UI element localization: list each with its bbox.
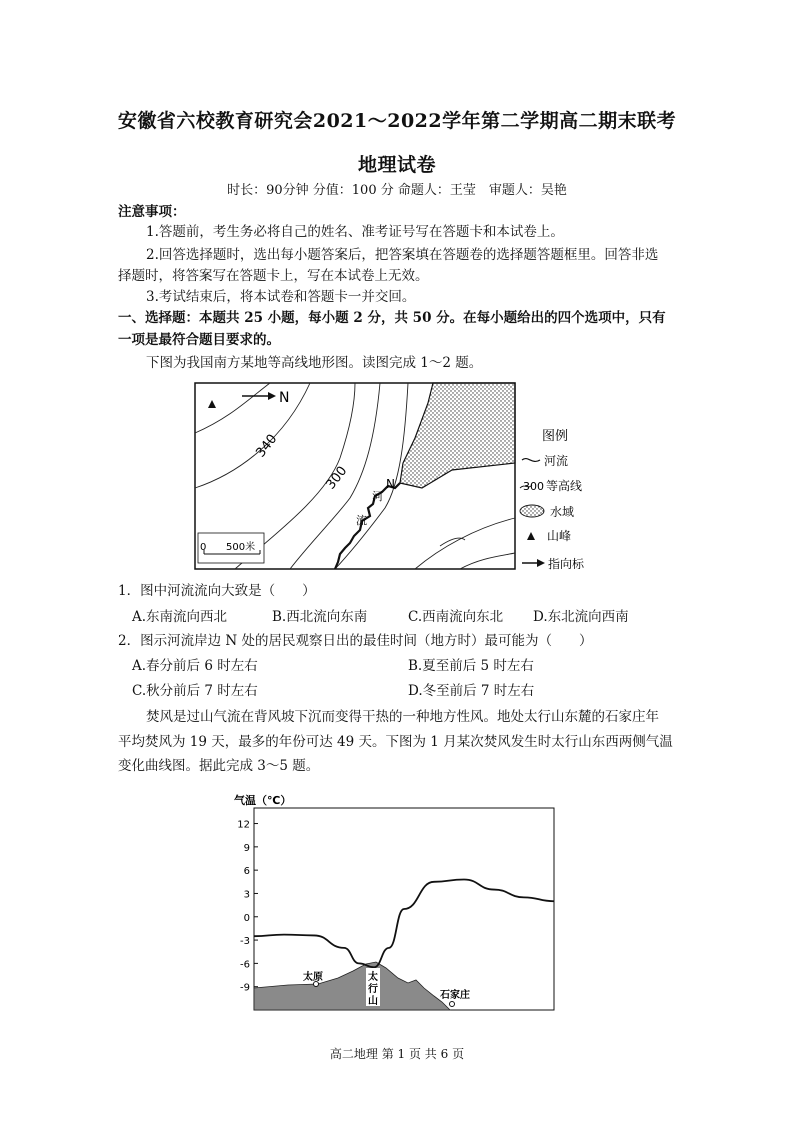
svg-text:水域: 水域 [550,505,575,519]
river-label: 河 [372,490,383,503]
q2-option-d: D.冬至前后 7 时左右 [408,683,535,699]
shijiazhuang-point [450,1002,455,1007]
svg-text:等高线: 等高线 [546,479,583,493]
section-heading-cont: 一项是最符合题目要求的。 [118,332,280,348]
legend-title: 图例 [542,429,569,444]
arrow-icon [537,559,545,567]
y-tick-label: 0 [243,912,250,924]
notes-heading: 注意事项： [118,204,186,220]
svg-text:500米: 500米 [226,542,256,553]
q2-option-c: C.秋分前后 7 时左右 [132,683,258,699]
svg-text:0: 0 [200,542,207,553]
contour-label-300: 300 [323,463,351,493]
svg-text:山峰: 山峰 [547,529,572,543]
passage-line: 变化曲线图。据此完成 3～5 题。 [118,758,320,774]
svg-text:指向标: 指向标 [548,557,585,571]
q1-option-b: B.西北流向东南 [272,609,368,625]
section-heading: 一、选择题：本题共 25 小题，每小题 2 分，共 50 分。在每小题给出的四个选项中，只有 [118,310,666,326]
exam-meta: 时长：90分钟 分值：100 分 命题人：王莹 审题人：吴艳 [227,183,567,198]
map-legend [520,429,585,571]
y-tick-label: -3 [240,936,250,948]
q2-option-b: B.夏至前后 5 时左右 [408,658,534,674]
taiyuan-label: 太原 [303,972,323,983]
contour-map [190,378,610,574]
point-n-label: N [386,477,395,491]
note-item: 择题时，将答案写在答题卡上，写在本试卷上无效。 [118,268,429,284]
q1-option-c: C.西南流向东北 [408,609,504,625]
taihang-label-text: 太行山 [368,972,378,1007]
y-tick-label: 9 [243,842,250,854]
q1-option-d: D.东北流向西南 [533,609,629,625]
river-label: 流 [356,514,367,527]
north-label: N [279,390,290,406]
question-2-stem: 2．图示河流岸边 N 处的居民观察日出的最佳时间（地方时）最可能为（ ） [118,633,593,649]
exam-subject: 地理试卷 [357,154,436,176]
y-tick-label: 12 [237,819,250,831]
map-intro: 下图为我国南方某地等高线地形图。读图完成 1～2 题。 [146,355,483,371]
y-axis-label: 气温（℃） [234,794,292,807]
taihang-label [366,968,380,1007]
svg-text:河流: 河流 [544,454,569,468]
temperature-chart [228,788,558,1014]
svg-text:300: 300 [523,480,544,493]
passage-line: 平均焚风为 19 天，最多的年份可达 49 天。下图为 1 月某次焚风发生时太行山东西两侧气温 [118,734,673,750]
note-item: 1.答题前，考生务必将自己的姓名、准考证号写在答题卡和本试卷上。 [146,224,564,240]
note-item: 3.考试结束后，将本试卷和答题卡一并交回。 [146,289,416,305]
y-tick-label: 6 [243,866,250,878]
y-tick-label: -6 [240,959,250,971]
y-tick-label: 3 [243,889,250,901]
y-tick-label: -9 [240,982,250,994]
shijiazhuang-label: 石家庄 [440,990,470,1001]
passage-line: 焚风是过山气流在背风坡下沉而变得干热的一种地方性风。地处太行山东麓的石家庄年 [146,709,659,725]
q2-option-a: A.春分前后 6 时左右 [132,658,258,674]
peak-icon [527,532,535,540]
question-1-stem: 1．图中河流流向大致是（ ） [118,583,316,599]
q1-option-a: A.东南流向西北 [132,609,228,625]
contour-label-340: 340 [253,431,281,461]
exam-title: 安徽省六校教育研究会2021～2022学年第二学期高二期末联考 [117,110,677,132]
note-item: 2.回答选择题时，选出每小题答案后，把答案填在答题卷的选择题答题框里。回答非选 [146,247,659,263]
page-footer: 高二地理 第 1 页 共 6 页 [329,1047,465,1061]
